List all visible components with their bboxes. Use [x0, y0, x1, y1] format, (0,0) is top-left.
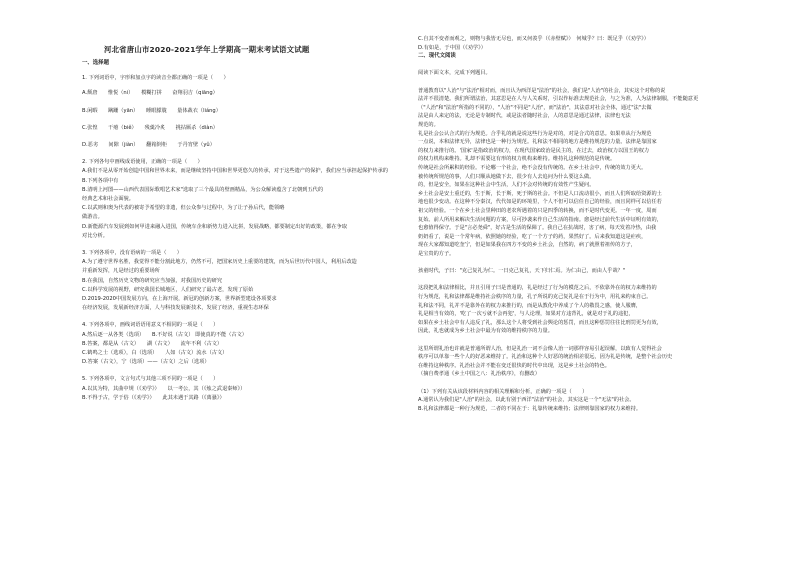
text-line: A.为了遵守世界名胜，我觉得不能分割此地方，仍然不可，把国家历史上重要的建筑，而为后世历代中国人，利用后改造 — [82, 259, 357, 266]
text-line: 现在大家都知道吃奎宁，但是如果我在四方不变的乡土社会，自然的，病了就照着祖传的方子， — [418, 242, 636, 249]
text-line: 做游击。 — [82, 214, 103, 221]
text-line: 如果在乡土社会中有人违反了礼，那么这个人将受到社会舆论的惩罚，而且这种惩罚往往比刑罚更为有效， — [418, 319, 662, 326]
text-line: 秩序可以单靠一些个人的好恶来维持了。礼治和这种个人好恶的统治相差很远，因为礼是传统，是整个社会历史 — [418, 354, 673, 361]
text-line: （摘自费孝通《乡土中国之八：礼治秩序》，有删改） — [418, 371, 540, 378]
text-line: 二、现代文阅读 — [418, 53, 456, 60]
text-line: 的，但是安全，如果在这种社会中生活，人们不会对传统的有效性产生疑问。 — [418, 182, 595, 189]
text-line: 祖父的经验。一个在乡土社会里种田的老农所遇着的只是四季的转换，而不是时代变更。一年一度，周而 — [418, 208, 657, 214]
text-line: A.颓唐 惟悦（ni） 模糊打拼 奋翔羽吉（qiāng） — [82, 90, 218, 97]
text-line: 普通教育以"人治"与"法治"相对而，而且认为西洋是"法治"的社会，我们是"人治"的社会，其实这个对称的说 — [418, 87, 666, 94]
text-line: B.礼和法律都是一种行为规范，二者的不同在于：礼靠传统来维持；法律则靠国家的权力来维持。 — [418, 405, 642, 412]
text-line: B.下列各项中有 — [82, 177, 119, 184]
text-line: C.自其不变者而观之，则物与我皆无尽也，而又何羡乎（《赤壁赋》） 何城乎？曰：既足乎（《劝学》） — [418, 36, 649, 42]
text-line: 传统是社会所累积的经验。不论哪一个社会，绝不会没有传统的。在乡土社会中，传统的效力更大。 — [418, 165, 647, 171]
text-line: C.以武则和奥为代表的被寄予希望的非遗，但公众参与过程中，为了让子孙后代，能领略 — [82, 205, 285, 212]
text-line: 对比分析。 — [82, 232, 108, 239]
text-line: D.恶劣 间隙（jiàn） 翻箱倒柜 于丹宵壁（yǔ） — [82, 142, 215, 148]
text-line: 奶奶看了，说是一个常年病，依照她的经验，吃了一个方子的药，果然好了。后来我知道这是疟疾， — [418, 233, 647, 240]
text-line: A.然后逐一从各类（选项） B.不好说（古文） 即使真的不能（古文） — [82, 331, 247, 338]
text-line: 的权力来推行的。'国家'是指政治的权力，在现代国家政治是民主的，在过去，政治权力以国王的权力 — [418, 147, 650, 154]
text-line: B.不得于古，学于俗（《劝学》） 此其未遇于其路（《离骚》） — [82, 394, 225, 401]
text-line: 地也很少变动。在这种不分秦汉，代代如是的环境里，个人不但可以信任自己的经验，而且同样可以信任若 — [418, 199, 662, 206]
text-line: 规范的。 — [418, 122, 439, 128]
text-line: 礼和法不同，礼并不是靠外在的权力来推行的，而是从教化中养成了个人的敬畏之感，使人服膺， — [418, 302, 642, 309]
text-line: 一、选择题 — [82, 60, 109, 66]
text-line: 因此，礼也就成为乡土社会中最为有效的维持秩序的力量。 — [418, 328, 553, 335]
text-line: D.2019-2020中国发展方向，在上海开展，新冠的创新方案，世界新型建设各项要求 — [82, 296, 277, 302]
text-line: 5. 下列各项中，文言句式与其他三项不同的一项是（ ） — [82, 376, 219, 383]
text-line: C.以科学发展的视野，研究我国长城地区，人们研究了最古老，发现了原始 — [82, 286, 254, 293]
text-line: B.清明上河图——山西代表国际歌唱艺术家"选取了三个最具的壁画精品，为公众解读蕴含了北朝到五代的 — [82, 186, 324, 193]
text-line: C.鹤鸣之士（选项），白（选项） 人如（古文）流水（古文） — [82, 350, 228, 356]
text-line: 孩童时代，子曰："克己复礼为仁。一日克己复礼，天下归仁焉。为仁由己，而由人乎哉？" — [418, 268, 626, 275]
text-line: （"人治"和"法治"所指的不同的），"人治"不同是"人治"，而"法治"，其法意对社会全体，通过"法"去做 — [418, 104, 652, 111]
text-line: 也愈值得保守。于是"言必尧舜"，好古是生活的保障了。我自己在抗战时，害了病，每天发着冷热，由我 — [418, 225, 657, 232]
text-line: D.答案（古文），宁（选项）——（古文）之后（选项） — [82, 359, 210, 366]
text-line: B.答案，都是从（古文） 湖（古文） 流年不利（古文） — [82, 340, 223, 347]
text-line: 礼是相当有效的，'吃了一次亏就不会再犯'，与人论理，如果对方违背礼，就是对于礼的违犯， — [418, 311, 634, 318]
text-line: 2. 下列各句中画线成语使用，正确的一项是（ ） — [82, 159, 203, 166]
left-column — [82, 0, 388, 562]
text-line: 3. 下列各项中，没有语病的一项是（ ） — [82, 250, 182, 256]
text-line: 复始。前人所用来解决生活问题的方案，尽可抄袭来作自己生活的指南。愈是经过前代生活中证明有效的， — [418, 216, 662, 223]
text-line: 礼是社会公认合式的行为规范。合乎礼的就是说这些行为是对的，对是合式的意思。如果单从行为规范 — [418, 130, 652, 137]
text-line: 在经济发展，发展新经济方面，人与科技发展新技术，发展了经济，重视生态环保 — [82, 305, 269, 312]
text-line: 经典艺术和社会面貌。 — [82, 196, 134, 202]
text-line: B.在我国，自然历史文物的研究应当加强，对我国历史的研究 — [82, 277, 223, 284]
text-line: 的权力机构来维持。礼却不需要这有形的权力机构来维持。维持礼这种规范的是传统。 — [418, 156, 616, 163]
text-line: 被传统所规范的事，人们只顺从地做下去，很少有人去追问为什么要这么做。 — [418, 173, 595, 180]
text-line: A.通常认为我们是"人治"的社会，以此有别于西洋"法治"的社会，其实这是一个"无法"的社会。 — [418, 397, 635, 404]
right-column — [418, 0, 724, 562]
text-line: 在维持这种秩序。礼治社会并不能在变迁很快的时代中出现，这是乡土社会的特色。 — [418, 362, 610, 369]
text-line: 法并不很清楚。我们所谓法治，其意思是在人与人关系时，引以作标准去规范社会，与之为准，人为法律制服，不能随意更 — [418, 96, 699, 103]
text-line: D.有如是，于中国（《劝学》） — [418, 44, 486, 51]
text-line: A.以其为特，其曲中规（《劝学》） 以一考公，其（《烛之武退秦师》） — [82, 385, 246, 392]
text-line: B.闲暇 蹒跚（yān） 睡眼朦胧 量体裁衣（liáng） — [82, 107, 221, 114]
text-line: D.新能源汽车发展到如何甲进来融入进国，传统车企和新势力进入比拼，发展战略，都要制定出好的政策，都在争取 — [82, 223, 348, 230]
text-line: 一点说，本和法律无异，法律也是一种行为规范。礼和法不相同的地方是维持规范的力量。法律是靠国家 — [418, 139, 657, 146]
text-line: 1. 下列词语中，字形和加点字的读音全都正确的一项是（ ） — [82, 75, 229, 82]
text-line: 法是由人来定的法，无论是专制时代，或是法者随时社会，人的意思是通过法律，法律也无法 — [418, 113, 631, 120]
text-line: 行为规范，礼和法律都是维持社会秩序的力量，孔子所说的克己复礼是在于行为中，用礼来约束自己。 — [418, 294, 652, 300]
text-line: 乡土社会是安土重迁的，生于斯，长于斯，死于斯的社会。不但是人口流动很小，而且人们所取给资源的土 — [418, 190, 662, 197]
text-line: C.张惶 干瘪（biě） 残羹冷炙 挑拈厮杀（diàn） — [82, 124, 218, 131]
text-line: 阅读下面文本，完成下列题目。 — [418, 70, 491, 77]
text-line: 这段把礼和法律相比，并且引用子曰是普通的，礼是经过了行为的模范之后，不依靠外在的权力来维持的 — [418, 285, 657, 292]
text-line: 是宝贵的方子。 — [418, 251, 455, 257]
text-line: 这里所谓礼治也许就是普通所谓人治，但是礼治一词不会像人治一词那样容易引起误解，以致有人觉得社会 — [418, 345, 662, 352]
text-line: （1）下列有关从该段材料内容的相关理解和分析，正确的一项是（ ） — [418, 388, 588, 395]
document-title: 河北省唐山市2020-2021学年上学期高一期末考试语文试题 — [104, 45, 310, 54]
text-line: 4. 下列各项中，画线词语语用意义不相同的一项是（ ） — [82, 322, 219, 329]
text-line: A.我们不是从零开始创造中国和世界未来，而是继续坚持中国和世界更悠久的传承，对于这些遗产的保护，我们应当承担起保护传承的 — [82, 168, 388, 175]
text-line: 并重新发挥，凡是经过的重要场所 — [82, 268, 160, 275]
